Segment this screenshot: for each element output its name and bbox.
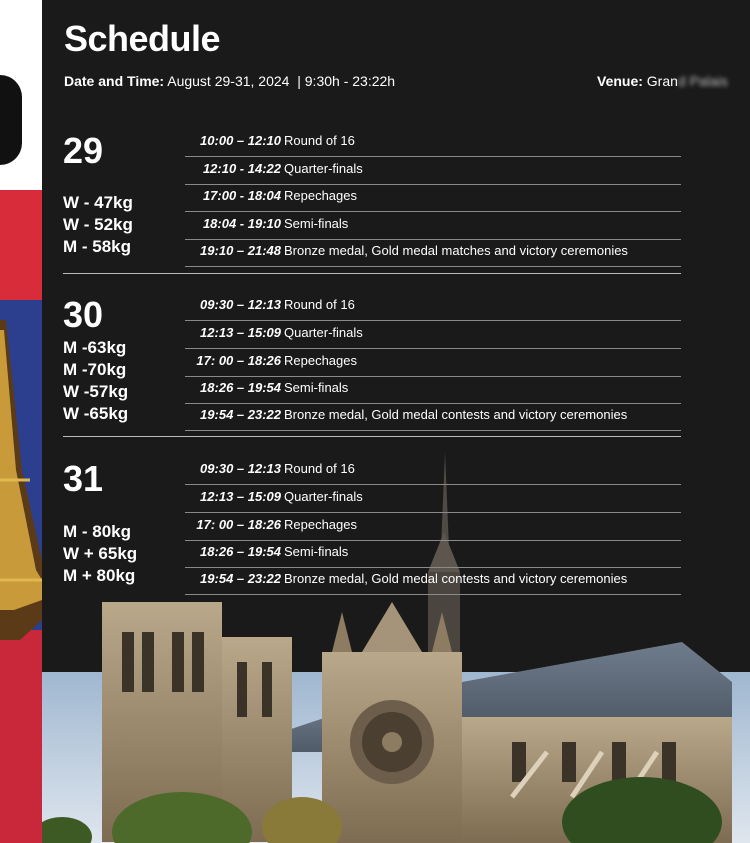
venue-value: Gran: [646, 73, 678, 89]
session-time: 19:10 – 21:48: [200, 243, 281, 258]
session-event: Round of 16: [284, 133, 355, 148]
session-time: 12:10 - 14:22: [202, 161, 281, 176]
session-row: [185, 157, 681, 185]
session-row: [185, 129, 681, 157]
session-row: [185, 513, 681, 541]
session-time: 19:54 – 23:22: [200, 407, 281, 422]
session-row: [185, 212, 681, 240]
session-time: 18:26 – 19:54: [200, 380, 281, 395]
session-row: [185, 293, 681, 321]
venue-label: Venue:: [597, 73, 643, 89]
session-event: Repechages: [284, 353, 357, 368]
session-event: Bronze medal, Gold medal matches and victory ceremonies: [284, 243, 628, 258]
day-number: 29: [63, 130, 104, 171]
page-title: Schedule: [64, 18, 221, 59]
day-divider: [63, 273, 681, 274]
session-row: [185, 184, 681, 212]
time-value: 9:30h - 23:22h: [304, 73, 396, 89]
session-time: 10:00 – 12:10: [200, 133, 281, 148]
weight-category: W - 52kg: [63, 215, 133, 234]
session-event: Quarter-finals: [284, 161, 363, 176]
session-event: Repechages: [284, 517, 357, 532]
day-number: 30: [63, 294, 104, 335]
session-time: 17: 00 – 18:26: [196, 353, 281, 368]
session-event: Semi-finals: [284, 216, 349, 231]
session-row: [185, 239, 681, 267]
session-event: Repechages: [284, 188, 357, 203]
session-event: Bronze medal, Gold medal contests and victory ceremonies: [284, 571, 628, 586]
session-time: 12:13 – 15:09: [200, 325, 281, 340]
flag-background-strip: [0, 0, 42, 843]
venue-line: [597, 73, 728, 89]
weight-category: M -63kg: [63, 338, 127, 357]
date-label: Date and Time:: [64, 73, 165, 89]
session-row: [185, 457, 681, 485]
session-event: Semi-finals: [284, 544, 349, 559]
weight-category: M - 80kg: [63, 522, 132, 541]
session-event: Semi-finals: [284, 380, 349, 395]
weight-category: W + 65kg: [63, 544, 138, 563]
meta-separator: |: [293, 73, 305, 89]
weight-category: W -65kg: [63, 404, 129, 423]
session-event: Quarter-finals: [284, 489, 363, 504]
weight-category: M + 80kg: [63, 566, 136, 585]
session-row: [185, 376, 681, 404]
session-event: Round of 16: [284, 461, 355, 476]
date-value: August 29-31, 2024: [167, 73, 290, 89]
session-event: Quarter-finals: [284, 325, 363, 340]
session-row: [185, 485, 681, 513]
session-row: [185, 540, 681, 568]
session-time: 12:13 – 15:09: [200, 489, 281, 504]
session-row: [185, 349, 681, 377]
date-time-line: [64, 73, 395, 89]
venue-value-obscured: d Palais: [677, 73, 728, 89]
session-row: [185, 403, 681, 431]
session-time: 18:26 – 19:54: [200, 544, 281, 559]
weight-category: W - 47kg: [63, 193, 133, 212]
weight-category: M -70kg: [63, 360, 127, 379]
session-event: Round of 16: [284, 297, 355, 312]
session-row: [185, 567, 681, 595]
session-time: 09:30 – 12:13: [200, 297, 281, 312]
session-time: 17:00 - 18:04: [202, 188, 281, 203]
session-time: 18:04 - 19:10: [202, 216, 281, 231]
day-divider: [63, 436, 681, 437]
session-time: 09:30 – 12:13: [200, 461, 281, 476]
session-time: 17: 00 – 18:26: [196, 517, 281, 532]
weight-category: M - 58kg: [63, 237, 132, 256]
weight-category: W -57kg: [63, 382, 129, 401]
day-number: 31: [63, 458, 104, 499]
session-event: Bronze medal, Gold medal contests and victory ceremonies: [284, 407, 628, 422]
eiffel-tower-image: [0, 0, 42, 843]
session-time: 19:54 – 23:22: [200, 571, 281, 586]
session-row: [185, 321, 681, 349]
